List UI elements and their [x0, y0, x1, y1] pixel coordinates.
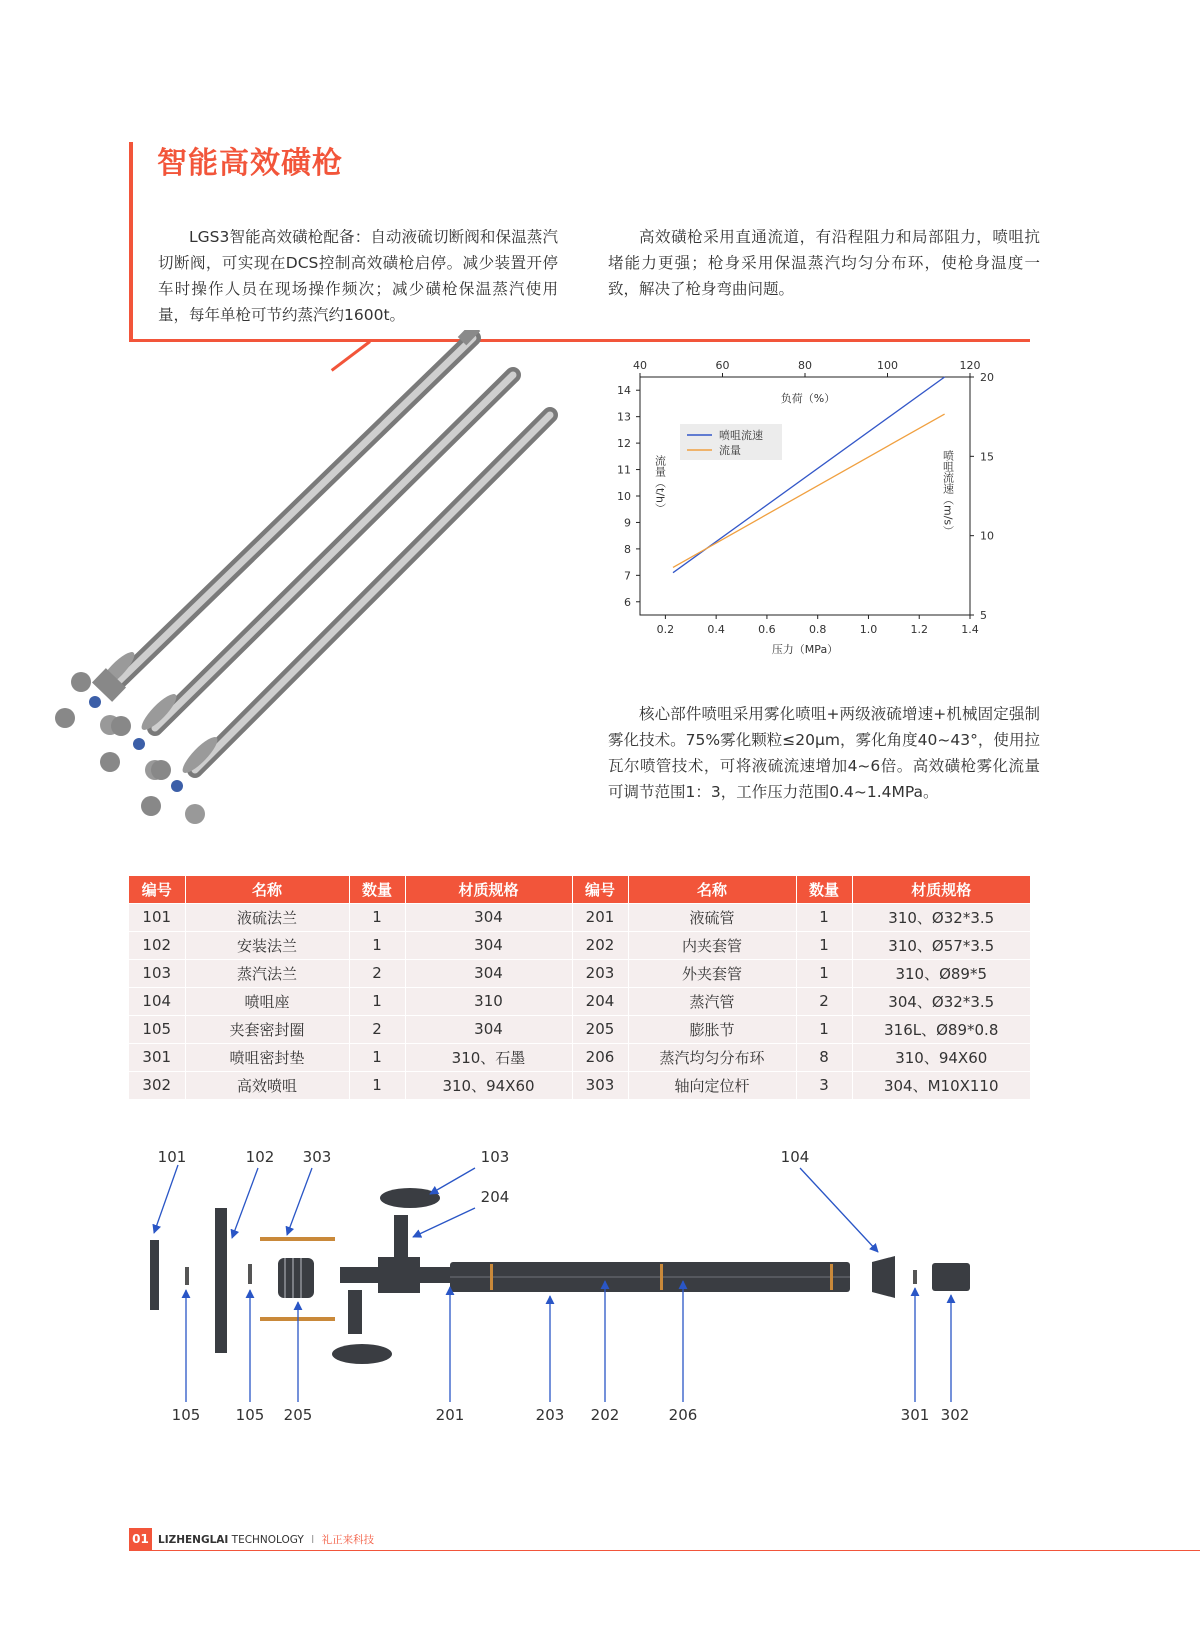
y-left-tick-label: 9	[624, 516, 631, 530]
table-cell: 304、Ø32*3.5	[852, 987, 1030, 1015]
table-cell: 303	[572, 1071, 628, 1099]
x-tick-label: 1.2	[910, 623, 928, 636]
series-line-0	[673, 377, 945, 573]
table-cell: 310、石墨	[405, 1043, 572, 1071]
table-cell: 206	[572, 1043, 628, 1071]
steam-pipe-204-top	[394, 1215, 408, 1259]
x-top-tick-label: 80	[798, 360, 812, 372]
table-cell: 203	[572, 959, 628, 987]
intro-left-paragraph: LGS3智能高效磺枪配备：自动液硫切断阀和保温蒸汽切断阀，可实现在DCS控制高效磺枪启停。减少装置开停车时操作人员在现场操作频次；减少磺枪保温蒸汽使用量，每年单枪可节约蒸汽约1600t。	[158, 228, 558, 324]
table-cell: 液硫管	[628, 903, 796, 931]
table-cell: 液硫法兰	[185, 903, 349, 931]
label-203: 203	[535, 1406, 565, 1424]
brand-name-cn: 礼正来科技	[321, 1534, 375, 1546]
table-cell: 310、94X60	[852, 1043, 1030, 1071]
table-cell: 夹套密封圈	[185, 1015, 349, 1043]
table-cell: 蒸汽管	[628, 987, 796, 1015]
table-cell: 310	[405, 987, 572, 1015]
core-tech-paragraph: 核心部件喷咀采用雾化喷咀+两级液硫增速+机械固定强制雾化技术。75%雾化颗粒≤20μm，雾化角度40~43°，使用拉瓦尔喷管技术，可将液硫流速增加4~6倍。高效磺枪雾化流量可调节范围1：3，工作压力范围0.4~1.4MPa。	[608, 705, 1040, 801]
table-cell: 304	[405, 959, 572, 987]
label-105b: 105	[235, 1406, 265, 1424]
x-tick-label: 0.4	[707, 623, 725, 636]
y-left-tick-label: 12	[617, 437, 631, 451]
table-cell: 201	[572, 903, 628, 931]
label-204: 204	[480, 1188, 510, 1206]
table-cell: 310、Ø57*3.5	[852, 931, 1030, 959]
flange-103-bottom	[332, 1344, 392, 1364]
header-cell: 编号	[129, 876, 185, 903]
table-cell: 304	[405, 903, 572, 931]
y-left-tick-label: 7	[624, 569, 631, 583]
table-cell: 301	[129, 1043, 185, 1071]
table-cell: 喷咀密封垫	[185, 1043, 349, 1071]
table-cell: 304	[405, 931, 572, 959]
label-101: 101	[157, 1148, 187, 1166]
table-cell: 2	[349, 959, 405, 987]
y-left-tick-label: 6	[624, 595, 631, 609]
page-title: 智能高效磺枪	[157, 146, 343, 181]
x-top-axis-title: 负荷（%）	[780, 392, 836, 405]
table-row	[129, 1071, 1030, 1099]
y-right-tick-label: 10	[980, 529, 994, 543]
header-cell: 数量	[349, 876, 405, 903]
table-cell: 1	[349, 903, 405, 931]
x-top-tick-label: 100	[877, 360, 898, 372]
footer-divider	[129, 1550, 1200, 1551]
footer-brand	[158, 1532, 374, 1547]
table-cell: 310、Ø32*3.5	[852, 903, 1030, 931]
y-left-tick-label: 10	[617, 490, 631, 503]
y-left-tick-label: 11	[617, 463, 631, 477]
header-cell: 材质规格	[405, 876, 572, 903]
seal-105b	[248, 1264, 252, 1284]
table-cell: 1	[796, 903, 852, 931]
label-302: 302	[940, 1406, 970, 1424]
label-201: 201	[435, 1406, 465, 1424]
gun-1	[55, 330, 480, 735]
header-cell: 名称	[185, 876, 349, 903]
parts-spec-table	[129, 876, 1030, 1099]
table-cell: 1	[349, 1071, 405, 1099]
table-cell: 蒸汽均匀分布环	[628, 1043, 796, 1071]
brand-separator: I	[311, 1534, 315, 1546]
table-cell: 101	[129, 903, 185, 931]
table-cell: 204	[572, 987, 628, 1015]
table-cell: 高效喷咀	[185, 1071, 349, 1099]
y-left-tick-label: 14	[617, 384, 631, 398]
y-right-tick-label: 15	[980, 450, 994, 464]
exploded-parts-diagram	[120, 1140, 1050, 1440]
label-202: 202	[590, 1406, 620, 1424]
flange-102	[215, 1208, 227, 1353]
table-cell: 310、94X60	[405, 1071, 572, 1099]
x-top-tick-label: 120	[959, 360, 981, 372]
legend-label: 流量	[719, 444, 741, 457]
y-right-tick-label: 5	[980, 609, 987, 622]
table-cell: 103	[129, 959, 185, 987]
header-cell: 编号	[572, 876, 628, 903]
label-301: 301	[900, 1406, 930, 1424]
label-104: 104	[780, 1148, 810, 1166]
nozzle-302	[932, 1263, 970, 1291]
table-row	[129, 1043, 1030, 1071]
x-tick-label: 0.8	[808, 623, 827, 636]
table-cell: 2	[796, 987, 852, 1015]
table-cell: 内夹套管	[628, 931, 796, 959]
legend-label: 喷咀流速	[719, 429, 763, 442]
x-tick-label: 1.0	[859, 623, 878, 636]
bellows-205	[278, 1258, 314, 1298]
nozzle-seat-104	[872, 1256, 895, 1298]
table-cell: 1	[796, 931, 852, 959]
x-axis-title: 压力（MPa）	[771, 643, 839, 656]
label-103: 103	[480, 1148, 510, 1166]
table-cell: 2	[349, 1015, 405, 1043]
table-cell: 轴向定位杆	[628, 1071, 796, 1099]
x-tick-label: 1.4	[961, 623, 979, 636]
header-cell: 名称	[628, 876, 796, 903]
table-row	[129, 931, 1030, 959]
gun-3	[141, 415, 550, 824]
intro-right-paragraph: 高效磺枪采用直通流道，有沿程阻力和局部阻力，喷咀抗堵能力更强；枪身采用保温蒸汽均匀分布环，使枪身温度一致，解决了枪身弯曲问题。	[608, 228, 1040, 298]
x-top-tick-label: 60	[715, 360, 730, 372]
label-205: 205	[283, 1406, 313, 1424]
table-header-row	[129, 876, 1030, 903]
table-cell: 304、M10X110	[852, 1071, 1030, 1099]
table-cell: 1	[796, 959, 852, 987]
rod-303-top	[260, 1237, 335, 1241]
table-cell: 202	[572, 931, 628, 959]
seal-105a	[185, 1267, 189, 1285]
header-cell: 数量	[796, 876, 852, 903]
table-cell: 102	[129, 931, 185, 959]
table-cell: 302	[129, 1071, 185, 1099]
gun-2	[100, 375, 513, 780]
y-right-axis-title: 喷咀流速（m/s）	[941, 450, 955, 537]
table-cell: 8	[796, 1043, 852, 1071]
sulfur-gun-illustration	[55, 330, 575, 870]
steam-pipe-204-bottom	[348, 1290, 362, 1334]
table-cell: 3	[796, 1071, 852, 1099]
steam-block	[378, 1257, 420, 1293]
flange-101	[150, 1240, 159, 1310]
table-cell: 膨胀节	[628, 1015, 796, 1043]
table-cell: 1	[796, 1015, 852, 1043]
y-left-tick-label: 13	[617, 410, 631, 424]
y-right-tick-label: 20	[980, 371, 994, 384]
table-row	[129, 987, 1030, 1015]
table-cell: 1	[349, 931, 405, 959]
table-cell: 105	[129, 1015, 185, 1043]
table-cell: 安装法兰	[185, 931, 349, 959]
plot-frame	[640, 377, 970, 615]
table-cell: 104	[129, 987, 185, 1015]
table-cell: 喷咀座	[185, 987, 349, 1015]
brand-name-bold: LIZHENGLAI	[158, 1534, 229, 1546]
gasket-301	[913, 1270, 917, 1284]
table-cell: 310、Ø89*5	[852, 959, 1030, 987]
flange-103-top	[380, 1188, 440, 1208]
table-row	[129, 1015, 1030, 1043]
table-row	[129, 959, 1030, 987]
label-105a: 105	[171, 1406, 201, 1424]
header-cell: 材质规格	[852, 876, 1030, 903]
table-cell: 1	[349, 987, 405, 1015]
label-303: 303	[302, 1148, 332, 1166]
x-tick-label: 0.6	[758, 623, 776, 636]
y-left-tick-label: 8	[624, 542, 631, 556]
table-cell: 外夹套管	[628, 959, 796, 987]
title-accent-bar	[129, 142, 133, 342]
page-number: 01	[129, 1528, 152, 1550]
table-cell: 316L、Ø89*0.8	[852, 1015, 1030, 1043]
performance-chart	[595, 360, 1035, 670]
table-cell: 304	[405, 1015, 572, 1043]
table-cell: 蒸汽法兰	[185, 959, 349, 987]
table-cell: 1	[349, 1043, 405, 1071]
x-top-tick-label: 40	[633, 360, 647, 372]
brand-name-rest: TECHNOLOGY	[231, 1534, 304, 1546]
label-102: 102	[245, 1148, 275, 1166]
label-206: 206	[668, 1406, 698, 1424]
table-cell: 205	[572, 1015, 628, 1043]
table-row	[129, 903, 1030, 931]
x-tick-label: 0.2	[656, 623, 675, 636]
y-left-axis-title: 流量（t/h）	[653, 455, 667, 514]
